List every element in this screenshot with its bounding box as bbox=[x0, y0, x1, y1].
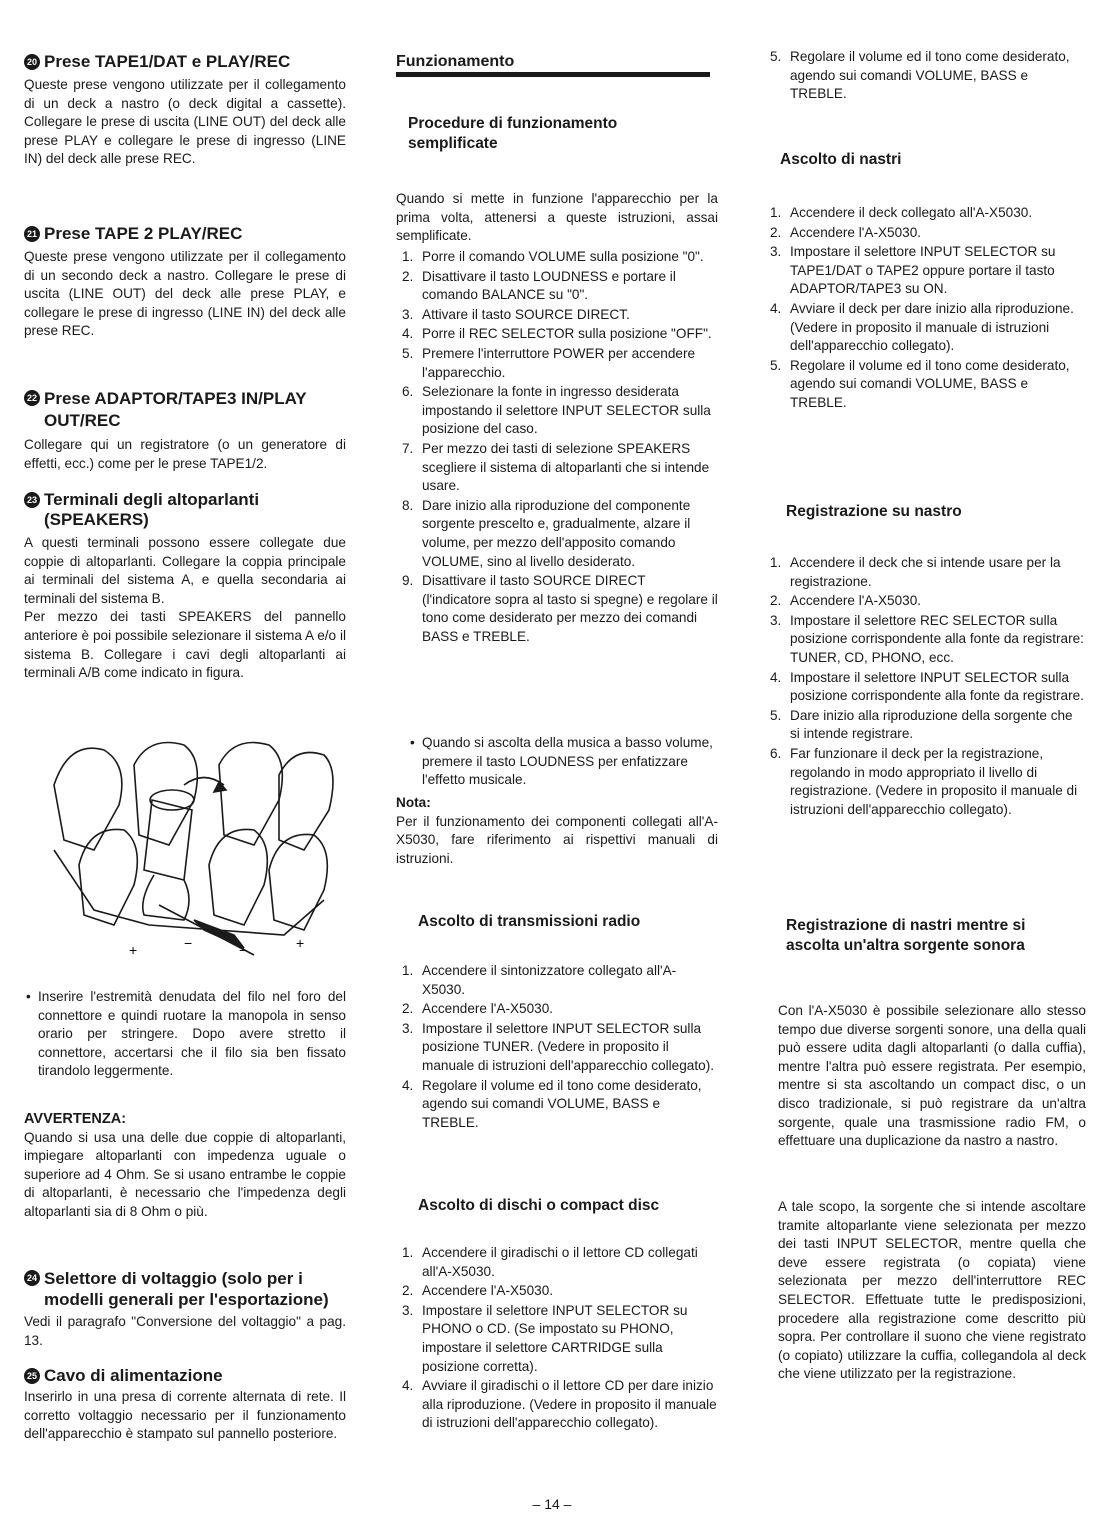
section-title: 25 Cavo di alimentazione bbox=[24, 1366, 346, 1386]
bullet-item: • Inserire l'estremità denudata del filo nel foro del connettore e quindi ruotare la manopola in senso orario per stringere. Dopo avere stretto il connettore, accertarsi che il filo sia ben fissato tirandolo leggermente. bbox=[24, 988, 346, 1081]
warning-body: Quando si usa una delle due coppie di altoparlanti, impiegare altoparlanti con impedenza uguale o superiore ad 4 Ohm. Se si usano entrambe le coppie di altoparlanti, è necessario che l'impedenza degli altoparlanti sia di 8 Ohm o più. bbox=[24, 1129, 346, 1219]
terminal-label-minus: − bbox=[239, 942, 248, 958]
step: 4. Avviare il giradischi o il lettore CD per dare inizio alla riproduzione. (Vedere in proposito il manuale di istruzioni dell'apparecchio collegato). bbox=[402, 1378, 717, 1431]
section-title: 23 Terminali degli altoparlanti (SPEAKERS) bbox=[24, 490, 346, 530]
step: 4. Regolare il volume ed il tono come desiderato, agendo sui comandi VOLUME, BASS e TREBLE. bbox=[402, 1077, 702, 1130]
step: 5. Regolare il volume ed il tono come desiderato, agendo sui comandi VOLUME, BASS e TREBLE. bbox=[770, 357, 1070, 410]
step: 7. Per mezzo dei tasti di selezione SPEAKERS scegliere il sistema di altoparlanti che si intende usare. bbox=[402, 440, 710, 494]
bullet-item: • Quando si ascolta della musica a basso volume, premere il tasto LOUDNESS per enfatizzare l'effetto musicale. bbox=[408, 734, 718, 790]
section-title: 20 Prese TAPE1/DAT e PLAY/REC bbox=[24, 52, 346, 72]
step: 1. Accendere il deck che si intende usare per la registrazione. bbox=[770, 555, 1061, 589]
terminal-label-plus: + bbox=[129, 942, 138, 958]
step: 2. Accendere l'A-X5030. bbox=[402, 1001, 554, 1017]
warning-block bbox=[24, 1110, 346, 1222]
step: 6. Far funzionare il deck per la registrazione, regolando in modo appropriato il livello di registrazione. (Vedere in proposito il manuale di istruzioni dell'apparecchio collegato). bbox=[770, 745, 1078, 817]
section-title: 22 Prese ADAPTOR/TAPE3 IN/PLAY OUT/REC bbox=[24, 388, 346, 432]
procedure-steps bbox=[396, 248, 718, 647]
section-title: 24 Selettore di voltaggio (solo per i modelli generali per l'esportazione) bbox=[24, 1268, 346, 1310]
step: 6. Selezionare la fonte in ingresso desiderata impostando il selettore INPUT SELECTOR sulla posizione del caso. bbox=[402, 384, 711, 437]
subheading-record-while-listening: Registrazione di nastri mentre si ascolta un'altra sorgente sonora bbox=[786, 917, 1026, 954]
disc-steps bbox=[396, 1244, 718, 1434]
step: 5. Dare inizio alla riproduzione della sorgente che si intende registrare. bbox=[770, 707, 1073, 742]
section-body: Queste prese vengono utilizzate per il collegamento di un secondo deck a nastro. Collegare le prese di uscita (LINE OUT) del deck alle prese PLAY, e collegare le prese di ingresso (LINE IN) del deck alle prese REC. bbox=[24, 249, 346, 339]
warning-title: AVVERTENZA: bbox=[24, 1111, 127, 1127]
section-body: Per mezzo dei tasti SPEAKERS del pannello anteriore è poi possibile selezionare il sistema A e/o il sistema B. Collegare i cavi degli altoparlanti ai terminali A/B come indicato in figura. bbox=[24, 609, 346, 681]
step: 1. Accendere il deck collegato all'A-X5030. bbox=[770, 205, 1033, 220]
radio-steps bbox=[396, 962, 718, 1133]
step: 3. Impostare il selettore INPUT SELECTOR su TAPE1/DAT o TAPE2 oppure portare il tasto ADAPTOR/TAPE3 su ON. bbox=[770, 244, 1056, 297]
number-badge: 25 bbox=[24, 1368, 40, 1384]
step: 3. Impostare il selettore REC SELECTOR sulla posizione corrispondente alla fonte da registrare: TUNER, CD, PHONO, ecc. bbox=[770, 612, 1084, 665]
section-body: Vedi il paragrafo "Conversione del voltaggio" a pag. 13. bbox=[24, 1314, 346, 1348]
section-tape2 bbox=[24, 224, 346, 341]
step: 1. Porre il comando VOLUME sulla posizione "0". bbox=[402, 249, 704, 264]
step: 2. Accendere l'A-X5030. bbox=[770, 224, 922, 240]
number-badge: 24 bbox=[24, 1270, 40, 1286]
step: 3. Impostare il selettore INPUT SELECTOR sulla posizione TUNER. (Vedere in proposito il manuale di istruzioni dell'apparecchio collegato). bbox=[402, 1020, 715, 1073]
subheading-radio: Ascolto di transmissioni radio bbox=[418, 913, 641, 930]
step: 2. Accendere l'A-X5030. bbox=[402, 1283, 554, 1299]
section-body: Collegare qui un registratore (o un generatore di effetti, ecc.) come per le prese TAPE1/2. bbox=[24, 437, 346, 471]
bullet-wire-instructions bbox=[24, 988, 346, 1081]
section-speakers bbox=[24, 490, 346, 683]
step: 5. Regolare il volume ed il tono come desiderato, agendo sui comandi VOLUME, BASS e TREBLE. bbox=[770, 49, 1070, 102]
step: 2. Accendere l'A-X5030. bbox=[770, 593, 922, 609]
section-voltage-selector bbox=[24, 1268, 346, 1350]
section-title: 21 Prese TAPE 2 PLAY/REC bbox=[24, 224, 346, 244]
page-number: – 14 – bbox=[532, 1496, 572, 1512]
note-block bbox=[396, 794, 718, 868]
heading-rule bbox=[396, 72, 710, 77]
step: 4. Impostare il selettore INPUT SELECTOR sulla posizione corrispondente alla fonte da registrare. bbox=[770, 669, 1084, 704]
loudness-bullet bbox=[408, 734, 718, 790]
intro-text: Quando si mette in funzione l'apparecchio per la prima volta, attenersi a queste istruzioni, assai semplificate. bbox=[396, 191, 718, 244]
step: 1. Accendere il giradischi o il lettore CD collegati all'A-X5030. bbox=[402, 1245, 698, 1279]
section-body: A questi terminali possono essere collegate due coppie di altoparlanti. Collegare la coppia principale ai terminali del sistema A, e quella secondaria ai terminali del sistema B. bbox=[24, 535, 346, 606]
subheading-procedures: Procedure di funzionamento semplificate bbox=[408, 115, 618, 152]
step: 4. Avviare il deck per dare inizio alla riproduzione. (Vedere in proposito il manuale di istruzioni dell'apparecchio collegato). bbox=[770, 300, 1074, 354]
number-badge: 20 bbox=[24, 54, 40, 70]
step: 3. Impostare il selettore INPUT SELECTOR su PHONO o CD. (Se impostato su PHONO, impostare il selettore CARTRIDGE sulla posizione corretta). bbox=[402, 1302, 688, 1374]
speaker-terminal-illustration bbox=[34, 730, 344, 980]
continued-steps bbox=[764, 48, 1086, 105]
number-badge: 21 bbox=[24, 226, 40, 242]
number-badge: 23 bbox=[24, 492, 40, 508]
section-power-cord bbox=[24, 1366, 346, 1444]
section-adaptor-tape3 bbox=[24, 388, 346, 473]
terminal-drawing bbox=[54, 743, 333, 956]
tape-steps bbox=[764, 204, 1086, 414]
terminal-label-minus: − bbox=[184, 935, 193, 951]
step: 4. Porre il REC SELECTOR sulla posizione "OFF". bbox=[402, 326, 712, 342]
step: 2. Disattivare il tasto LOUDNESS e portare il comando BALANCE su "0". bbox=[402, 268, 676, 303]
step: 3. Attivare il tasto SOURCE DIRECT. bbox=[402, 306, 630, 322]
number-badge: 22 bbox=[24, 390, 40, 406]
terminal-label-plus: + bbox=[296, 935, 305, 951]
section-tape1-dat bbox=[24, 52, 346, 169]
record-while-listening-p1: Con l'A-X5030 è possibile selezionare allo stesso tempo due diverse sorgenti sonore, una della quali può essere udita dagli altoparlanti (o dalla cuffia), mentre l'altra può essere registrata. Per esempio, mentre si sta ascoltando un compact disc, o un disco tradizionale, si può registrare da un'altra sorgente, quale una trasmissione radio FM, o effettuare una duplicazione da nastro a nastro. bbox=[778, 1003, 1086, 1149]
subheading-disc: Ascolto di dischi o compact disc bbox=[418, 1197, 660, 1214]
section-body: Inserirlo in una presa di corrente alternata di rete. Il corretto voltaggio necessario per il funzionamento dell'apparecchio è stampato sul pannello posteriore. bbox=[24, 1389, 346, 1442]
step: 9. Disattivare il tasto SOURCE DIRECT (l'indicatore sopra al tasto si spegne) e regolare il tono come desiderato per mezzo dei comandi BASS e TREBLE. bbox=[402, 573, 718, 644]
step: 8. Dare inizio alla riproduzione del componente sorgente prescelto e, gradualmente, alzare il volume, per mezzo dell'apposito comando VOLUME, sino al livello desiderato. bbox=[402, 497, 691, 569]
note-body: Per il funzionamento dei componenti collegati all'A-X5030, fare riferimento ai rispettivi manuali di istruzioni. bbox=[396, 813, 718, 866]
heading-funzionamento: Funzionamento bbox=[396, 53, 515, 70]
note-title: Nota: bbox=[396, 795, 431, 810]
step: 5. Premere l'interruttore POWER per accendere l'apparecchio. bbox=[402, 345, 696, 380]
section-body: Queste prese vengono utilizzate per il collegamento di un deck a nastro (o deck digital a cassette). Collegare le prese di uscita (LINE OUT) del deck alle prese PLAY e collegare le prese di ingresso (LINE IN) del deck alle prese REC. bbox=[24, 77, 346, 167]
record-while-listening-p2: A tale scopo, la sorgente che si intende ascoltare tramite altoparlante viene selezionata per mezzo dei tasti INPUT SELECTOR, mentre quella che deve essere registrata (o copiata) viene selezionata per mezzo dell'interruttore REC SELECTOR. Effettuate tutte le predisposizioni, procedere alla registrazione come descritto più sopra. Per controllare il suono che viene registrato (o copiato) utilizzare la cuffia, collegandola al deck che viene utilizzato per la registrazione. bbox=[778, 1199, 1086, 1382]
step: 1. Accendere il sintonizzatore collegato all'A-X5030. bbox=[402, 963, 677, 997]
recording-steps bbox=[764, 554, 1086, 820]
subheading-recording: Registrazione su nastro bbox=[786, 503, 962, 520]
subheading-tapes: Ascolto di nastri bbox=[780, 151, 902, 168]
